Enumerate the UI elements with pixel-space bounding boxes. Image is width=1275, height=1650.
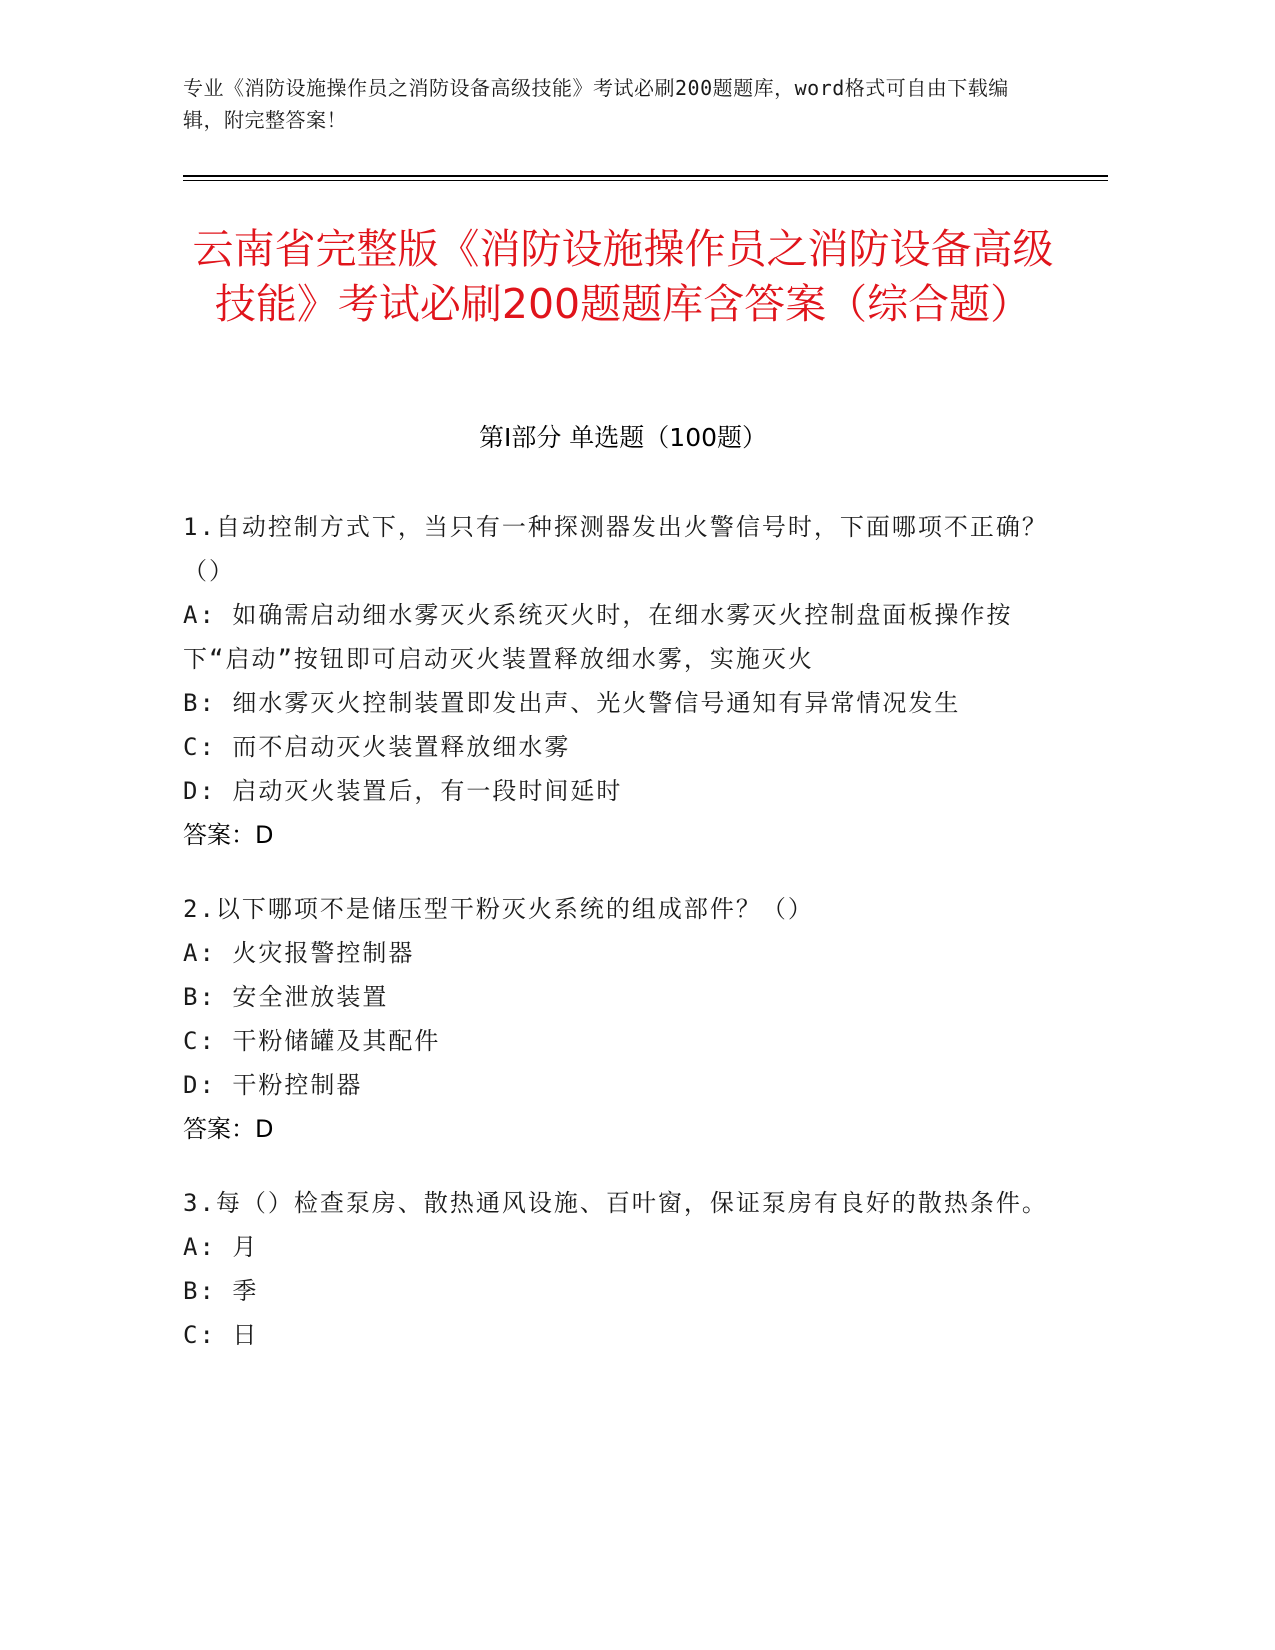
answer: 答案：D <box>183 1115 274 1143</box>
header-divider-thick <box>183 175 1108 177</box>
option-b: B: 细水雾灭火控制装置即发出声、光火警信号通知有异常情况发生 <box>183 689 961 717</box>
question-3 <box>183 1181 1053 1357</box>
answer: 答案：D <box>183 821 274 849</box>
option-c: C: 而不启动灭火装置释放细水雾 <box>183 733 571 761</box>
question-list <box>183 505 1053 1387</box>
document-title: 云南省完整版《消防设施操作员之消防设备高级技能》考试必刷200题题库含答案（综合题） <box>192 225 1054 328</box>
option-a: A: 月 <box>183 1233 259 1261</box>
question-stem: 3.每（）检查泵房、散热通风设施、百叶窗，保证泵房有良好的散热条件。 <box>183 1189 1048 1217</box>
header-divider-thin <box>183 180 1108 181</box>
question-1 <box>183 505 1053 857</box>
header-note: 专业《消防设施操作员之消防设备高级技能》考试必刷200题题库，word格式可自由下载编辑，附完整答案！ <box>183 76 1009 132</box>
section-heading: 第Ⅰ部分 单选题（100题） <box>478 423 768 452</box>
question-stem: 1.自动控制方式下，当只有一种探测器发出火警信号时，下面哪项不正确？（） <box>183 513 1048 585</box>
option-d: D: 干粉控制器 <box>183 1071 363 1099</box>
option-a: A: 如确需启动细水雾灭火系统灭火时，在细水雾灭火控制盘面板操作按下“启动”按钮即可启动灭火装置释放细水雾，实施灭火 <box>183 601 1013 673</box>
question-stem: 2.以下哪项不是储压型干粉灭火系统的组成部件？（） <box>183 895 814 923</box>
option-b: B: 安全泄放装置 <box>183 983 389 1011</box>
option-c: C: 日 <box>183 1321 259 1349</box>
option-d: D: 启动灭火装置后，有一段时间延时 <box>183 777 623 805</box>
option-c: C: 干粉储罐及其配件 <box>183 1027 441 1055</box>
option-b: B: 季 <box>183 1277 259 1305</box>
option-a: A: 火灾报警控制器 <box>183 939 415 967</box>
question-2 <box>183 887 1053 1151</box>
